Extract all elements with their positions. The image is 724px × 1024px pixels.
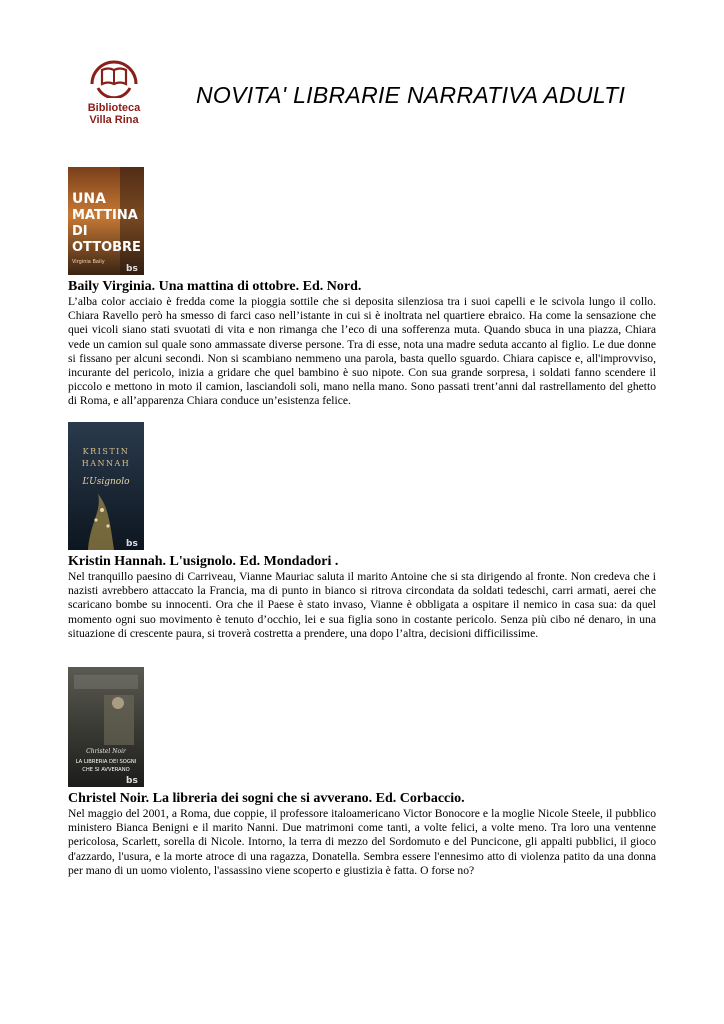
book-entry: [68, 167, 656, 409]
cover-title-line2: HANNAH: [81, 459, 131, 468]
book-entry: [68, 422, 656, 641]
logo-text-line1: Biblioteca: [87, 102, 141, 114]
book-heading: Baily Virginia. Una mattina di ottobre. Ed. Nord.: [68, 279, 362, 294]
page-title: NOVITA' LIBRARIE NARRATIVA ADULTI: [196, 82, 626, 108]
cover-title-line1: LA LIBRERIA DEI SOGNI: [75, 759, 137, 765]
cover-badge: bs: [126, 776, 138, 786]
book-description: Nel tranquillo paesino di Carriveau, Vianne Mauriac saluta il marito Antoine che si sta dirigendo al fronte. Non credeva che i nazisti avrebbero attaccato la Francia, ma di punto in bianco si ritrova circondata da soldati tedeschi, carri armati, aerei che scaricano bombe su innocenti. Ora che il Paese è stato invaso, Vianne è obbligata a ospitare il nemico in casa sua: da quel momento ogni suo movimento è tenuto d’occhio, lei e sua figlia sono in costante pericolo. Senza più cibo né denaro, in una situazione di crescente paura, si troverà costretta a prendere, una dopo l’altra, decisioni difficilissime.: [68, 570, 656, 640]
cover-author: Virginia Baily: [72, 259, 105, 265]
book-heading: Christel Noir. La libreria dei sogni che si avverano. Ed. Corbaccio.: [68, 791, 465, 806]
library-logo: [80, 54, 148, 126]
book-entry: [68, 667, 656, 878]
cover-title-line2: CHE SI AVVERANO: [82, 767, 130, 773]
cover-author: Christel Noir: [86, 748, 126, 755]
cover-title-line2: MATTINA: [72, 208, 138, 223]
cover-title-line3: L’Usignolo: [82, 477, 130, 487]
cover-badge: bs: [126, 539, 138, 549]
book-cover-image: [68, 422, 144, 550]
cover-title-line3: DI: [72, 224, 88, 239]
cover-badge: bs: [126, 264, 138, 274]
cover-title-line4: OTTOBRE: [72, 240, 141, 255]
book-description: Nel maggio del 2001, a Roma, due coppie, il professore italoamericano Victor Bonocore e la moglie Nicole Steele, il pubblico ministero Bianca Benigni e il marito Nanni. Due matrimoni come tanti, a volte felici, a volte meno. Tra loro una ventenne pericolosa, Scarlett, sorella di Nicole. Intorno, la terra di mezzo del Sordomuto e del Puncicone, gli appalti pubblici, il gioco d'azzardo, l'usura, e la morte atroce di una ragazza, Donatella. Sembra essere l'ennesimo atto di violenza patito da una donna per mano di un uomo violento, l'assassino viene scoperto e giustizia è fatta. O forse no?: [68, 807, 656, 877]
book-cover-image: [68, 167, 144, 275]
logo-text-line2: Villa Rina: [89, 114, 139, 126]
cover-title-line1: KRISTIN: [82, 447, 130, 456]
cover-title-line1: UNA: [72, 191, 106, 207]
book-logo-icon: [84, 54, 144, 98]
book-heading: Kristin Hannah. L'usignolo. Ed. Mondadori .: [68, 554, 339, 569]
book-cover-image: [68, 667, 144, 787]
book-description: L’alba color acciaio è fredda come la pioggia sottile che si deposita silenziosa tra i suoi capelli e le scivola lungo il collo. Chiara Ravello però ha smesso di farci caso nell’istante in cui si è inoltrata nel quartiere ebraico. Ha come la sensazione che quei vicoli siano stati svuotati di vita e non rimanga che l’eco di una sofferenza muta. Quando sbuca in una piazza, Chiara vede un camion sul quale sono ammassate diverse persone. Tra di esse, nota una madre seduta accanto al figlio. Le due donne si fissano per alcuni secondi. Non si scambiano nemmeno una parola, basta quello sguardo. Chiara capisce e, all'improvviso, incurante del pericolo, inizia a gridare che quel bambino è suo nipote. Con sua grande sorpresa, i soldati fanno scendere il piccolo e mettono in moto il camion, lasciandoli soli, mano nella mano. Sono passati trent’anni dal rastrellamento del ghetto di Roma, e all’apparenza Chiara conduce un’esistenza felice.: [68, 295, 656, 408]
